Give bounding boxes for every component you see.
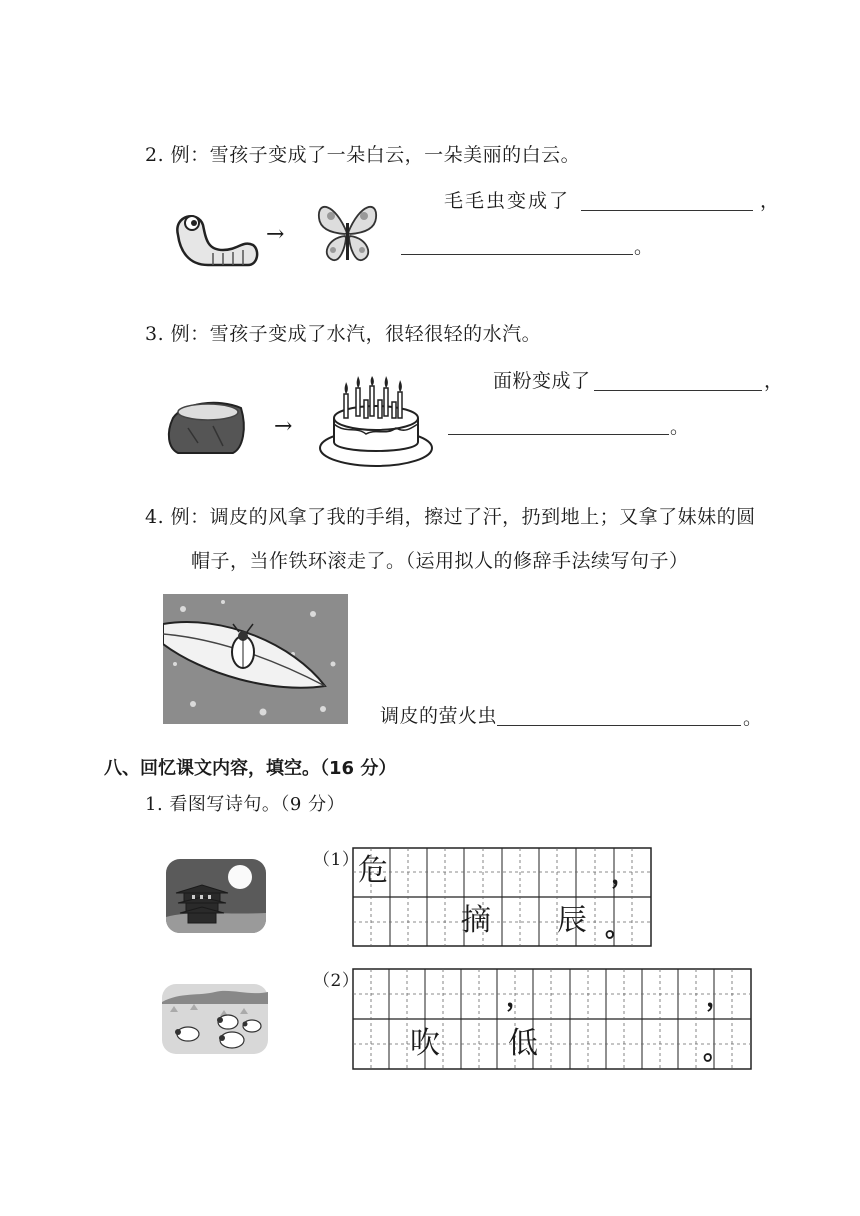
poem-2-comma-2: ， [706, 983, 733, 1013]
firefly-on-leaf-image [163, 594, 348, 724]
tower-moon-image [162, 855, 270, 937]
q3-prompt: 面粉变成了 [493, 370, 591, 392]
arrow-icon: → [266, 222, 285, 247]
poem-1-char-2: 摘 [461, 903, 491, 938]
poem-2-label: （2） [313, 971, 360, 991]
poem-1-label: （1） [313, 850, 360, 870]
q2-period: 。 [634, 236, 654, 258]
section-8-sub-1: 1. 看图写诗句。（9 分） [145, 794, 346, 815]
q3-comma: ， [764, 370, 784, 392]
q4-period: 。 [743, 707, 763, 729]
poem-2-comma-1: ， [506, 983, 533, 1013]
q2-answer-line-1[interactable] [581, 210, 753, 211]
q4-example-line-1: 4. 例：调皮的风拿了我的手绢，擦过了汗，扔到地上；又拿了妹妹的圆 [145, 506, 756, 528]
poem-1-period: 。 [605, 913, 632, 943]
q4-prompt: 调皮的萤火虫 [380, 705, 498, 727]
q2-comma: ， [760, 190, 780, 212]
poem-2-char-2: 低 [508, 1026, 538, 1061]
q3-answer-line-1[interactable] [594, 390, 762, 391]
grassland-sheep-image [160, 982, 270, 1056]
poem-1-char-3: 辰 [557, 903, 587, 938]
q2-example: 2. 例：雪孩子变成了一朵白云，一朵美丽的白云。 [145, 144, 581, 166]
q2-prompt: 毛毛虫变成了 [444, 190, 571, 212]
flour-sack-icon [163, 398, 248, 456]
q4-answer-line[interactable] [497, 725, 741, 726]
arrow-icon: → [274, 414, 293, 439]
caterpillar-icon [168, 205, 263, 270]
poem-2-char-1: 吹 [410, 1026, 440, 1061]
q4-example-line-2: 帽子，当作铁环滚走了。（运用拟人的修辞手法续写句子） [191, 550, 689, 572]
poem-1-comma: ， [611, 860, 638, 890]
poem-1-char-1: 危 [358, 853, 388, 888]
q3-example: 3. 例：雪孩子变成了水汽，很轻很轻的水汽。 [145, 323, 542, 345]
butterfly-icon [315, 198, 380, 268]
q2-answer-line-2[interactable] [401, 254, 633, 255]
birthday-cake-icon [316, 376, 436, 471]
q3-period: 。 [670, 416, 690, 438]
q3-answer-line-2[interactable] [448, 434, 669, 435]
poem-2-period: 。 [703, 1036, 730, 1066]
section-8-title: 八、回忆课文内容，填空。（16 分） [104, 758, 397, 779]
